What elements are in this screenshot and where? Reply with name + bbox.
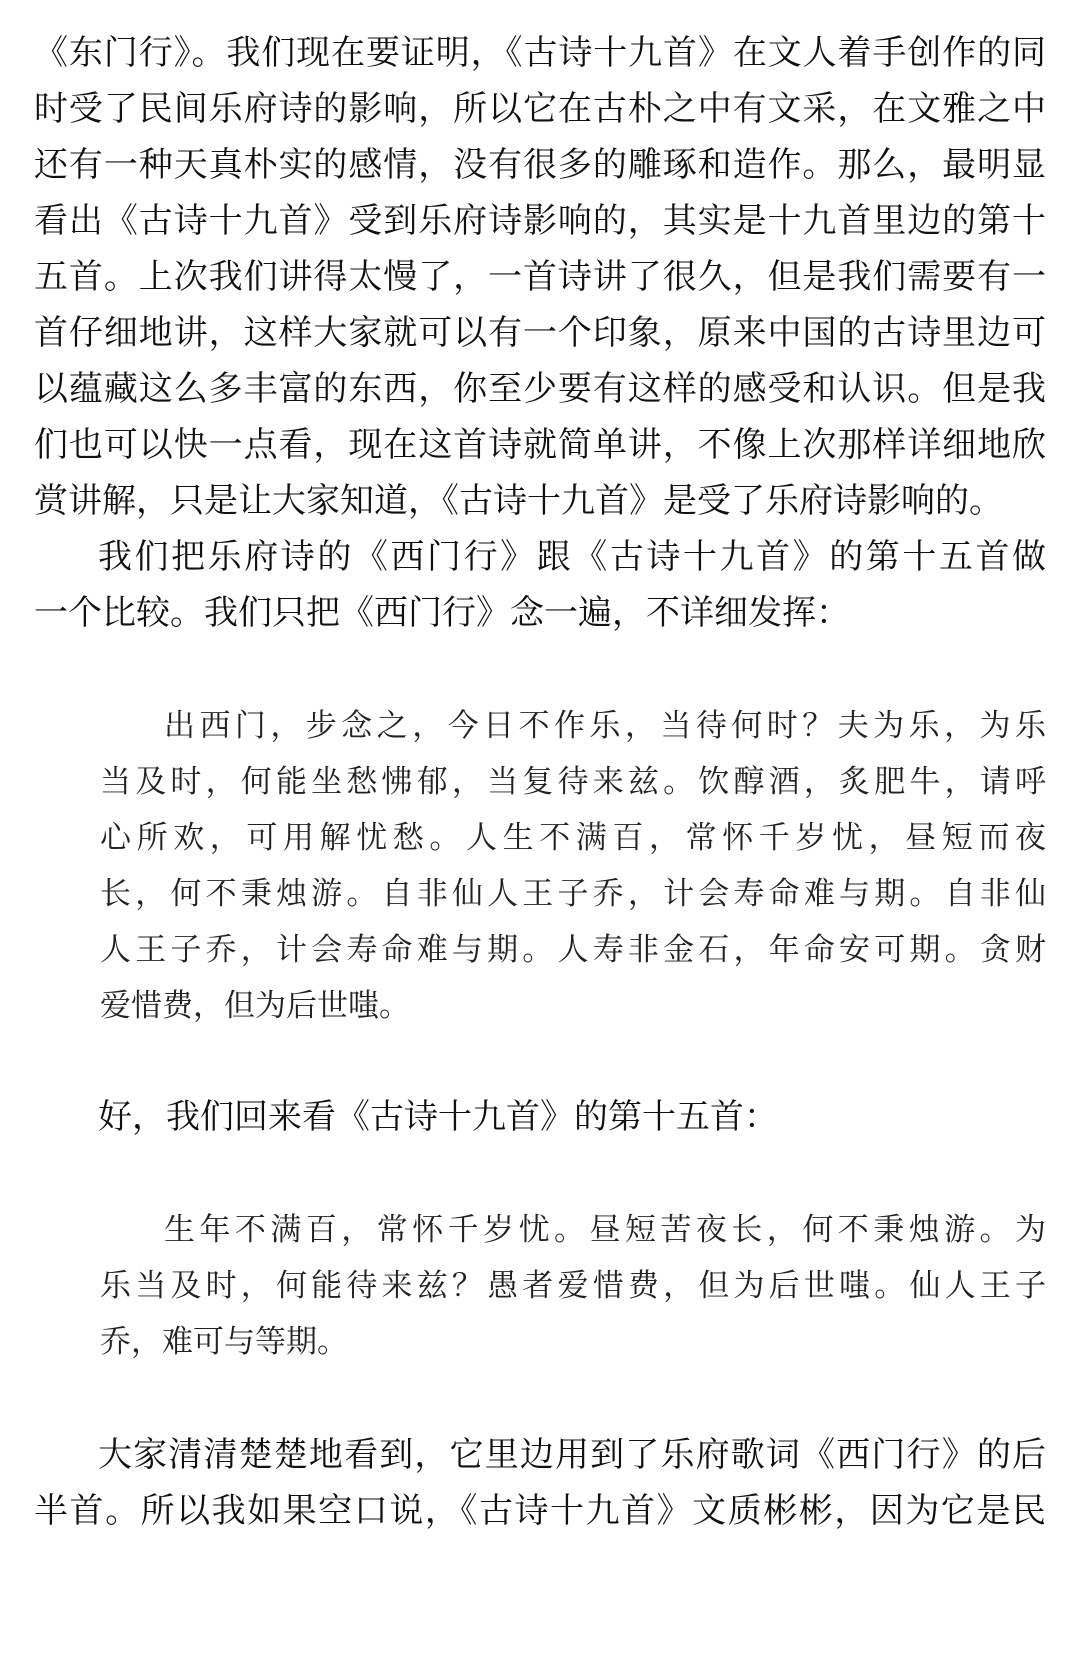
paragraph-1-line: 时受了民间乐府诗的影响，所以它在古朴之中有文采，在文雅之中 [34,89,1046,129]
paragraph-4-line: 大家清清楚楚地看到，它里边用到了乐府歌词《西门行》的后 [98,1435,1046,1475]
paragraph-1-line: 还有一种天真朴实的感情，没有很多的雕琢和造作。那么，最明显 [34,145,1046,185]
paragraph-1-line: 以蕴藏这么多丰富的东西，你至少要有这样的感受和认识。但是我 [34,369,1046,409]
paragraph-1-line: 《东门行》。我们现在要证明，《古诗十九首》在文人着手创作的同 [34,33,1046,73]
quote-1-line: 爱惜费，但为后世嗤。 [100,988,410,1024]
paragraph-1-line: 赏讲解，只是让大家知道，《古诗十九首》是受了乐府诗影响的。 [34,481,1003,521]
paragraph-1-line: 首仔细地讲，这样大家就可以有一个印象，原来中国的古诗里边可 [34,313,1046,353]
quote-1-line: 出西门，步念之，今日不作乐，当待何时？夫为乐，为乐 [164,708,1046,744]
quote-1-line: 人王子乔，计会寿命难与期。人寿非金石，年命安可期。贪财 [100,932,1046,968]
paragraph-3-line: 好，我们回来看《古诗十九首》的第十五首： [98,1097,778,1137]
quote-1-line: 长，何不秉烛游。自非仙人王子乔，计会寿命难与期。自非仙 [100,876,1046,912]
paragraph-2-line: 一个比较。我们只把《西门行》念一遍，不详细发挥： [34,593,850,633]
paragraph-1-line: 看出《古诗十九首》受到乐府诗影响的，其实是十九首里边的第十 [34,201,1046,241]
quote-1-line: 当及时，何能坐愁怫郁，当复待来兹。饮醇酒，炙肥牛，请呼 [100,764,1046,800]
quote-1-line: 心所欢，可用解忧愁。人生不满百，常怀千岁忧，昼短而夜 [100,820,1046,856]
quote-2-line: 乔，难可与等期。 [100,1324,348,1360]
quote-2-line: 生年不满百，常怀千岁忧。昼短苦夜长，何不秉烛游。为 [164,1212,1046,1248]
paragraph-2-line: 我们把乐府诗的《西门行》跟《古诗十九首》的第十五首做 [98,537,1046,577]
paragraph-4-line: 半首。所以我如果空口说，《古诗十九首》文质彬彬，因为它是民 [34,1491,1046,1531]
paragraph-1-line: 们也可以快一点看，现在这首诗就简单讲，不像上次那样详细地欣 [34,425,1046,465]
paragraph-1-line: 五首。上次我们讲得太慢了，一首诗讲了很久，但是我们需要有一 [34,257,1046,297]
quote-2-line: 乐当及时，何能待来兹？愚者爱惜费，但为后世嗤。仙人王子 [100,1268,1046,1304]
